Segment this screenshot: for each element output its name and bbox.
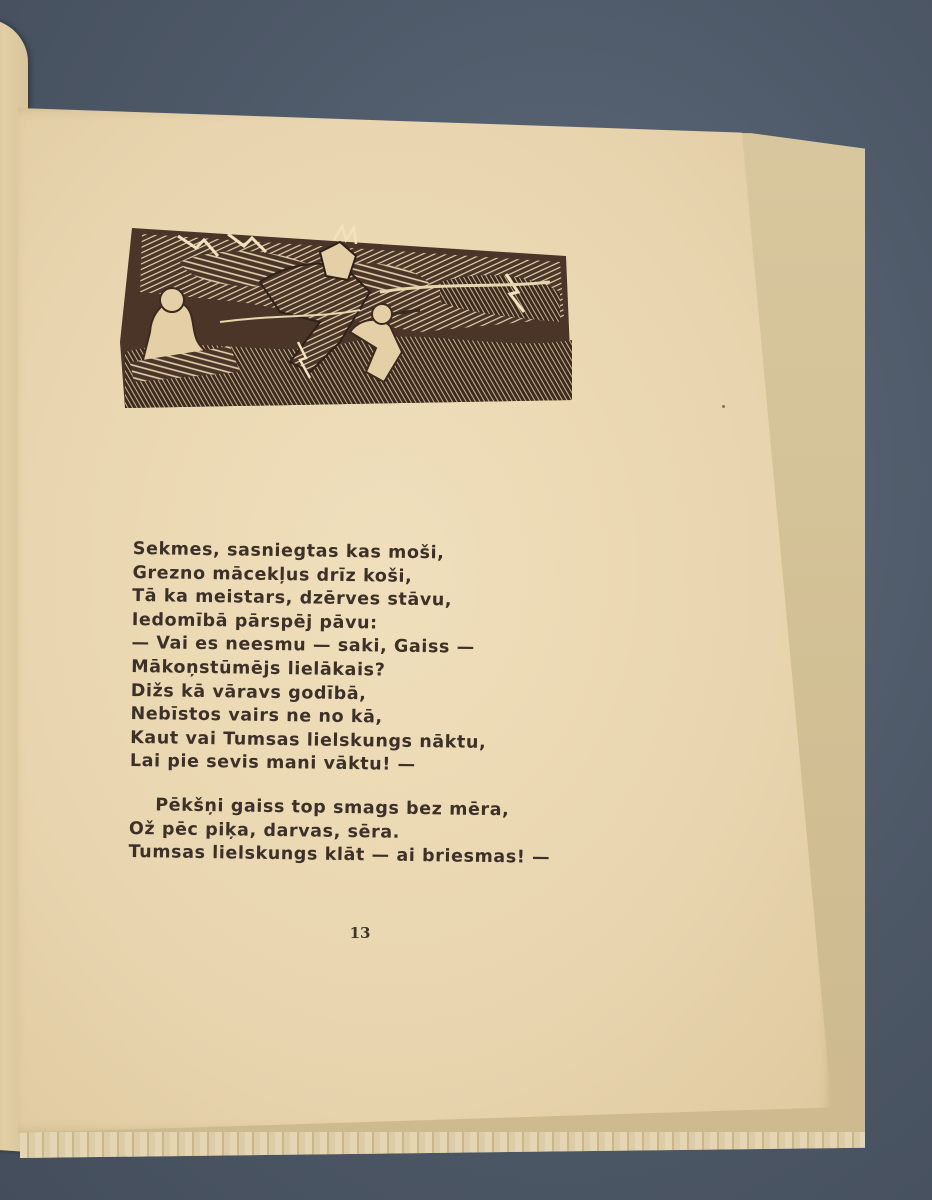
- poem-line: Grezno mācekļus drīz koši,: [132, 562, 413, 587]
- poem-line: Tumsas lielskungs klāt — ai briesmas! —: [128, 842, 551, 868]
- poem-line: Pēkšņi gaiss top smags bez mēra,: [155, 795, 510, 821]
- poem-text: [128, 538, 693, 873]
- paper-speck: [722, 405, 725, 408]
- poem-stanza-2: [128, 794, 689, 873]
- page-number: 13: [349, 924, 371, 942]
- woodcut-illustration: [120, 222, 572, 408]
- poem-line: Ož pēc piķa, darvas, sēra.: [128, 818, 401, 843]
- poem-stanza-1: [130, 538, 693, 782]
- poem-line: Sekmes, sasniegtas kas moši,: [132, 538, 445, 564]
- poem-line: Tā ka meistars, dzērves stāvu,: [132, 586, 453, 611]
- poem-line: Mākoņstūmējs lielākais?: [131, 656, 386, 681]
- poem-line: Iedomībā pārspēj pāvu:: [131, 609, 378, 634]
- poem-line: Nebīstos vairs ne no kā,: [130, 704, 383, 728]
- poem-line: — Vai es neesmu — saki, Gaiss —: [131, 633, 475, 659]
- poem-line: Kaut vai Tumsas lielskungs nāktu,: [130, 727, 487, 753]
- poem-line: Lai pie sevis mani vāktu! —: [129, 751, 416, 776]
- poem-line: Dižs kā vāravs godībā,: [130, 680, 367, 704]
